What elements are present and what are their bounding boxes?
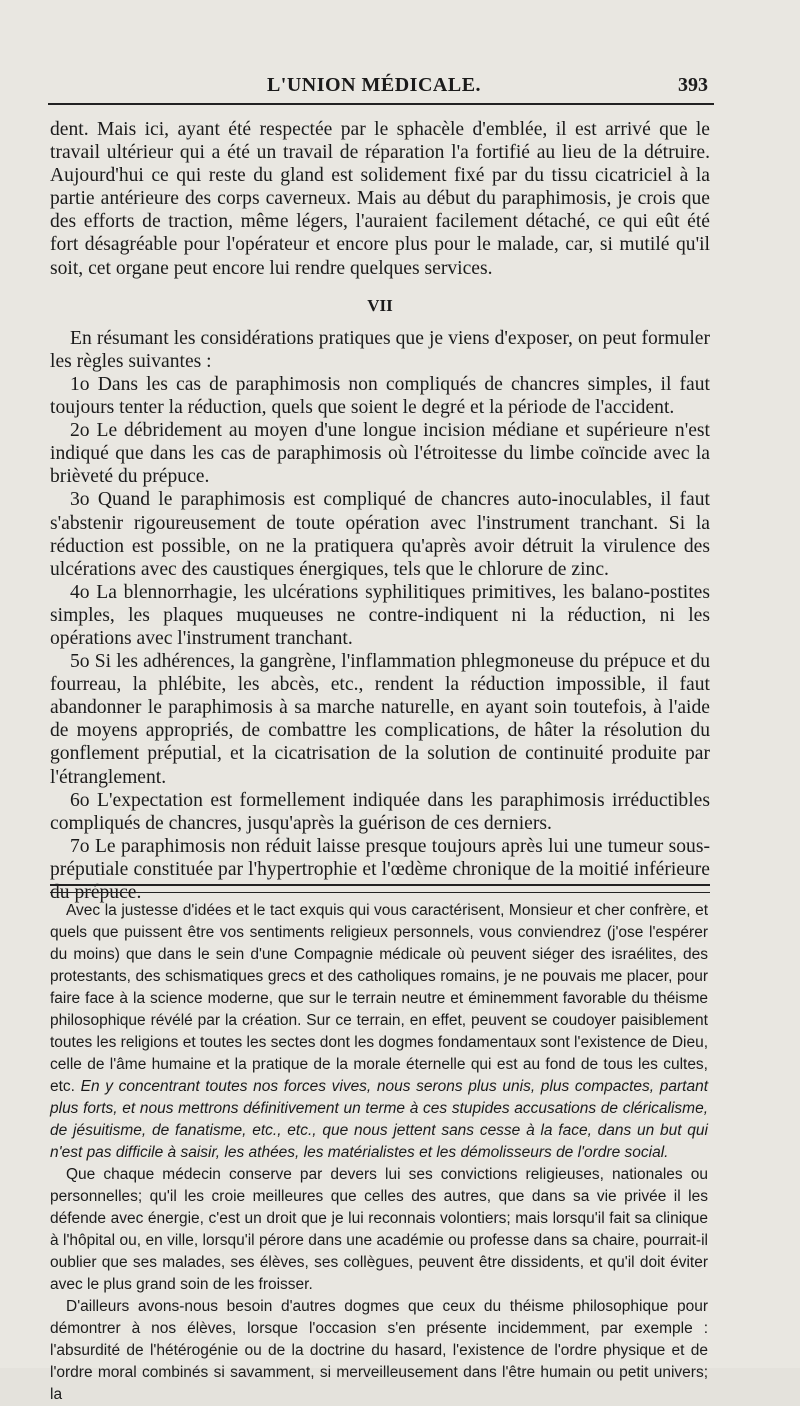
main-text <box>50 118 710 904</box>
feuilleton-p1-italic: En y concentrant toutes nos forces vives, nous serons plus unis, plus compactes, partant plus forts, et nous mettrons définitivement un terme à ces stupides accusations de cléricalisme, de jésuitisme, de fanatisme, etc., etc., que nous jettent sans cesse à la face, dans un but qui n'est pas difficile à saisir, les athées, les matérialistes et les démolisseurs de l'ordre social. <box>50 1078 708 1161</box>
rule-6: 6o L'expectation est formellement indiquée dans les paraphimosis irréductibles compliqués de chancres, jusqu'après la guérison de ces derniers. <box>50 789 710 834</box>
rule-5: 5o Si les adhérences, la gangrène, l'inflammation phlegmoneuse du prépuce et du fourreau, la phlébite, les abcès, etc., rendent la réduction impossible, il faut abandonner le paraphimosis à sa marche naturelle, en ayant soin toutefois, à l'aide de moyens appropriés, de combattre les complications, de hâter la résolution du gonflement préputial, et la cicatrisation de la solution de continuité produite par l'étranglement. <box>50 651 710 788</box>
feuilleton-paragraph-1 <box>50 900 708 1164</box>
lead-paragraph: En résumant les considérations pratiques que je viens d'exposer, on peut formuler les règles suivantes : <box>50 327 710 372</box>
feuilleton-p1-text: Avec la justesse d'idées et le tact exquis qui vous caractérisent, Monsieur et cher confrère, et quels que puissent être vos sentiments religieux personnels, vous conviendrez (j'ose l'espérer du moins) que dans le sein d'une Compagnie médicale où peuvent siéger des israélites, des protestants, des schismatiques grecs et des catholiques romains, je ne pouvais me placer, pour faire face à la science moderne, que sur le terrain neutre et éminemment favorable du théisme philosophique révélé par la création. Sur ce terrain, en effet, peuvent se coudoyer paisiblement toutes les religions et toutes les sectes dont les dogmes fondamentaux sont l'existence de Dieu, celle de l'âme humaine et la pratique de la morale éternelle qui est au fond de tous les cultes, etc. <box>50 902 708 1095</box>
feuilleton-separator <box>50 884 710 893</box>
page-number: 393 <box>678 74 708 96</box>
header-rule <box>48 103 714 105</box>
rule-3: 3o Quand le paraphimosis est compliqué de chancres auto-inoculables, il faut s'abstenir rigoureusement de toute opération avec l'instrument tranchant. Si la réduction est possible, on ne la pratiquera qu'après avoir détruit la virulence des ulcérations avec des caustiques énergiques, tels que le chlorure de zinc. <box>50 489 710 580</box>
rule-7: 7o Le paraphimosis non réduit laisse presque toujours après lui une tumeur sous-préputiale constituée par l'hypertrophie et l'œdème chronique de la moitié inférieure du prépuce. <box>50 835 710 903</box>
section-heading: VII <box>367 295 393 315</box>
rule-4: 4o La blennorrhagie, les ulcérations syphilitiques primitives, les balano-postites simples, les plaques muqueuses ne contre-indiquent ni la réduction, ni les opérations avec l'instrument tranchant. <box>50 581 710 649</box>
intro-paragraph: dent. Mais ici, ayant été respectée par le sphacèle d'emblée, il est arrivé que le travail ultérieur qui a été un travail de réparation l'a fortifié au lieu de la détruire. Aujourd'hui ce qui reste du gland est solidement fixé par du tissu cicatriciel à la partie antérieure des corps caverneux. Mais au début du paraphimosis, je crois que des efforts de traction, même légers, l'auraient facilement détaché, ce qui eût été fort désagréable pour l'opérateur et encore plus pour le malade, car, si mutilé qu'il soit, cet organe peut encore lui rendre quelques services. <box>50 119 710 279</box>
rule-1: 1o Dans les cas de paraphimosis non compliqués de chancres simples, il faut toujours tenter la réduction, quels que soient le degré et la période de l'accident. <box>50 373 710 419</box>
feuilleton-paragraph-2: Que chaque médecin conserve par devers lui ses convictions religieuses, nationales ou personnelles; qu'il les croie meilleures que celles des autres, que dans sa vie privée il les défende avec énergie, c'est un droit que je lui reconnais volontiers; mais lorsqu'il fait sa clinique à l'hôpital ou, en ville, lorsqu'il pérore dans une académie ou professe dans sa chaire, pourrait-il oublier que ses malades, ses élèves, ses collègues, peuvent être dissidents, et qu'il doit éviter avec le plus grand soin de les froisser. <box>50 1166 708 1293</box>
rule-2: 2o Le débridement au moyen d'une longue incision médiane et supérieure n'est indiqué que dans les cas de paraphimosis où l'étroitesse du limbe coïncide avec la brièveté du prépuce. <box>50 420 710 488</box>
journal-title: L'UNION MÉDICALE. <box>266 74 482 96</box>
feuilleton-paragraph-3: D'ailleurs avons-nous besoin d'autres dogmes que ceux du théisme philosophique pour démontrer à nos élèves, lorsque l'occasion s'en présente incidemment, par exemple : l'absurdité de l'hétérogénie ou de la doctrine du hasard, l'existence de l'ordre physique et de l'ordre moral combinés si savamment, si merveilleusement dans l'être humain ou petit univers; la <box>50 1298 708 1403</box>
page-header <box>40 74 708 104</box>
feuilleton-text <box>50 900 708 1406</box>
